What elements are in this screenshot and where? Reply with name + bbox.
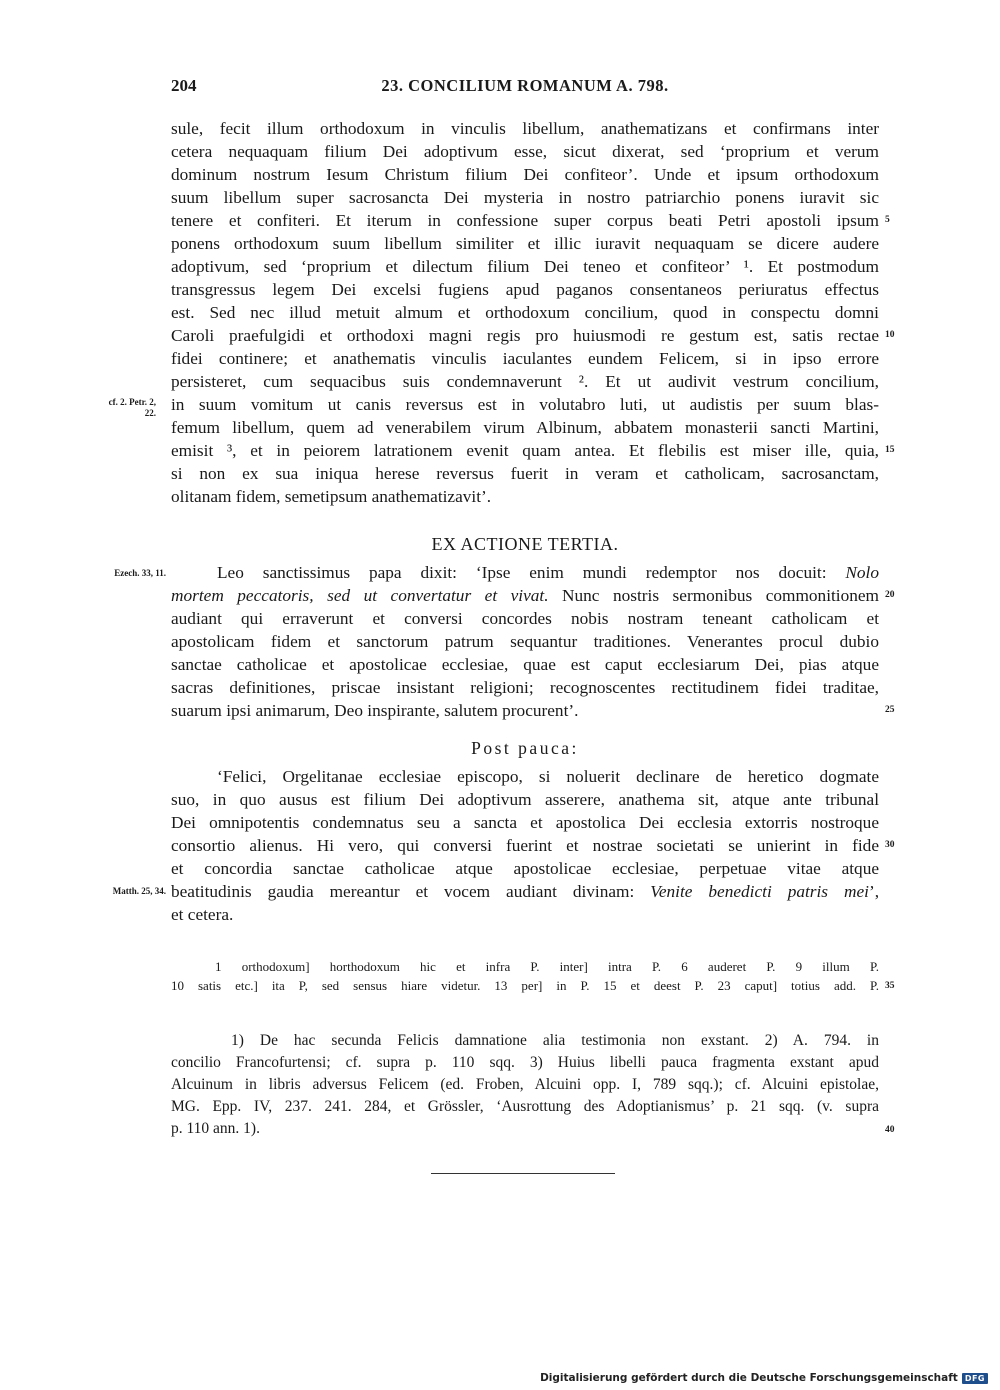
running-title: 23. CONCILIUM ROMANUM A. 798. — [381, 76, 669, 95]
end-rule — [431, 1173, 615, 1174]
margin-reference: cf. 2. Petr. 2, 22. — [108, 397, 156, 418]
critical-apparatus — [171, 957, 879, 995]
margin-reference: Ezech. 33, 11. — [114, 568, 166, 578]
footnote-line: 1) De hac secunda Felicis damnatione alia testimonia non exstant. 2) A. 794. in — [231, 1032, 879, 1049]
body-line: sule, fecit illum orthodoxum in vinculis libellum, anathematizans et confirmans inter — [171, 119, 879, 138]
body-line: et cetera. — [171, 905, 234, 924]
body-line: persisteret, cum sequacibus suis condemnaverunt ². Et ut audivit vestrum concilium, — [171, 372, 879, 391]
margin-reference: Matth. 25, 34. — [112, 886, 166, 896]
body-line: tenere et confiteri. Et iterum in confessione super corpus beati Petri apostoli ipsum — [171, 211, 879, 230]
line-number-marker: 5 — [885, 215, 890, 225]
body-line: sanctae catholicae et apostolicae ecclesiae, quae est caput ecclesiarum Dei, pias atque — [171, 655, 879, 674]
line-number-marker: 25 — [885, 705, 895, 715]
line-number-marker: 10 — [885, 330, 895, 340]
body-line: fidei continere; et anathematis vinculis iaculantes eundem Felicem, si in ipso errore — [171, 349, 879, 368]
line-number-marker: 35 — [885, 981, 895, 991]
body-line: emisit ³, et in peiorem latrationem evenit quam antea. Et flebilis est miser ille, quia, — [171, 441, 879, 460]
digitization-credit — [540, 1372, 988, 1384]
body-line: cetera nequaquam filium Dei adoptivum esse, sicut dixerat, sed ‘proprium et verum — [171, 142, 879, 161]
body-line: Leo sanctissimus papa dixit: ‘Ipse enim mundi redemptor nos docuit: Nolo — [217, 563, 879, 582]
body-line: consortio alienus. Hi vero, qui conversi fuerint et nostrae societati se unierint in fide — [171, 836, 879, 855]
body-line: mortem peccatoris, sed ut convertatur et vivat. Nunc nostris sermonibus commonitionem — [171, 586, 879, 605]
body-line: est. Sed nec illud metuit almum et orthodoxum concilium, quod in conspectu domni — [171, 303, 879, 322]
footnote-line: Alcuinum in libris adversus Felicem (ed. Froben, Alcuini opp. I, 789 sqq.); cf. Alcuini epistolae, — [171, 1076, 879, 1093]
body-line: si non ex sua iniqua herese reversus fuerit in veram et catholicam, sacrosanctam, — [171, 464, 879, 483]
line-number-marker: 15 — [885, 445, 895, 455]
body-line: transgressus legem Dei excelsi fugiens apud paganos consentaneos periuratus effectus — [171, 280, 879, 299]
body-line: femum libellum, quem ad venerabilem virum Albinum, abbatem monasterii sancti Martini, — [171, 418, 879, 437]
body-line: olitanam fidem, semetipsum anathematizavit’. — [171, 487, 492, 506]
body-line: ‘Felici, Orgelitanae ecclesiae episcopo, si noluerit declinare de heretico dogmate — [217, 767, 879, 786]
digitization-note: Digitalisierung gefördert durch die Deutsche Forschungsgemeinschaft — [540, 1372, 958, 1384]
page-header — [171, 76, 879, 100]
footnote-line: concilio Francofurtensi; cf. supra p. 110 sqq. 3) Huius libelli pauca fragmenta exstant apud — [171, 1054, 879, 1071]
body-line: Caroli praefulgidi et orthodoxi magni regis pro huiusmodi re gestum est, satis rectae — [171, 326, 879, 345]
body-line: suum libellum super sacrosancta Dei mysteria in nostro patriarchio ponens iuravit sic — [171, 188, 879, 207]
subheading: Post pauca: — [471, 738, 579, 758]
body-line: suarum ipsi animarum, Deo inspirante, salutem procurent’. — [171, 701, 579, 720]
line-number-marker: 30 — [885, 840, 895, 850]
body-line: beatitudinis gaudia mereantur et vocem audiant divinam: Venite benedicti patris mei’, — [171, 882, 880, 901]
line-number-marker: 40 — [885, 1125, 895, 1135]
body-line: suo, in quo ausus est filium Dei adoptivum asserere, anathema sit, atque ante tribunal — [171, 790, 879, 809]
body-line: audiant qui erraverunt et conversi concordes nobis nostram teneant catholicam et — [171, 609, 879, 628]
body-line: in suum vomitum ut canis reversus est in volutabro luti, ut audistis per suum blas- — [171, 395, 879, 414]
body-line: et concordia sanctae catholicae atque apostolicae ecclesiae, perpetuae vitae atque — [171, 859, 879, 878]
line-number-marker: 20 — [885, 590, 895, 600]
dfg-logo: DFG — [962, 1373, 988, 1384]
section-heading: EX ACTIONE TERTIA. — [431, 534, 619, 554]
apparatus-line: 1 orthodoxum] horthodoxum hic et infra P. inter] intra P. 6 auderet P. 9 illum P. — [215, 959, 879, 974]
body-line: Dei omnipotentis condemnatus seu a sancta et apostolica Dei ecclesia extorris nostroque — [171, 813, 879, 832]
body-line: dominum nostrum Iesum Christum filium Dei confiteor’. Unde et ipsum orthodoxum — [171, 165, 879, 184]
body-line: ponens orthodoxum suum libellum similiter et illic iuravit nequaquam se dicere audere — [171, 234, 879, 253]
apparatus-line: 10 satis etc.] ita P, sed sensus hiare videtur. 13 per] in P. 15 et deest P. 23 caput] totius add. P. — [171, 978, 879, 993]
page-number: 204 — [171, 76, 197, 95]
body-line: sacras definitiones, priscae insistant religioni; recognoscentes rectitudinem fidei traditae, — [171, 678, 879, 697]
body-line: adoptivum, sed ‘proprium et dilectum filium Dei teneo et confiteor’ ¹. Et postmodum — [171, 257, 879, 276]
footnote-line: p. 110 ann. 1). — [171, 1120, 260, 1137]
body-line: apostolicam fidem et sanctorum patrum sequantur traditiones. Venerantes procul dubio — [171, 632, 879, 651]
footnote-line: MG. Epp. IV, 237. 241. 284, et Grössler, ‘Ausrottung des Adoptianismus’ p. 21 sqq. (v. supra — [171, 1098, 879, 1115]
